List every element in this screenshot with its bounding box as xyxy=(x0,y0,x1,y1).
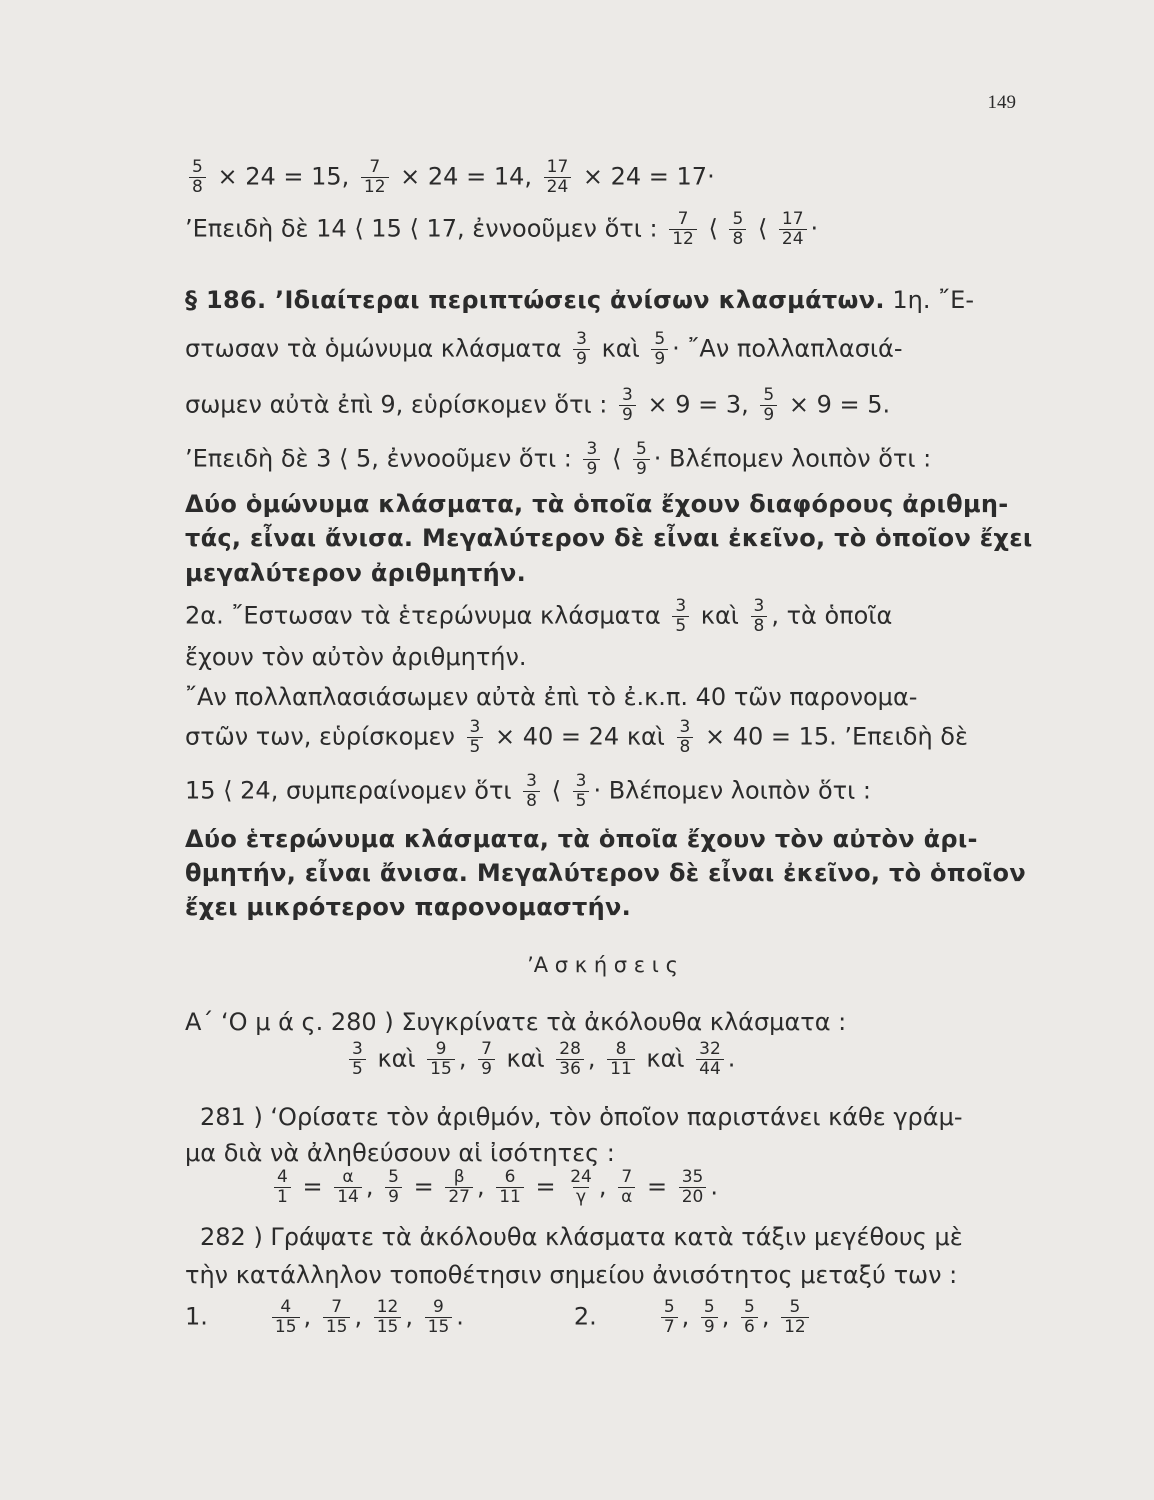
fraction: $\frac{3}{8}$ xyxy=(751,597,768,636)
text-line: ῎Αν πολλαπλασιάσωμεν αὐτὰ ἐπὶ τὸ ἐ.κ.π. 40 τῶν παρονομα- xyxy=(185,683,918,711)
exercise-282-sets: 1. $\frac{4}{15}$ , $\frac{7}{15}$ , $\frac{12}{15}$ , $\frac{9}{15}$ . 2. $\frac{5}{7}$ , $\frac{5}{9}$ , $\frac{5}{6}$ , $\frac{5}{12}$ xyxy=(185,1298,1020,1337)
fraction: $\frac{3}{5}$ xyxy=(349,1040,366,1079)
text-line: σωμεν αὐτὰ ἐπὶ 9, εὑρίσκομεν ὅτι : $\frac{3}{9}$ × 9 = 3, $\frac{5}{9}$ × 9 = 5. xyxy=(185,385,891,425)
fraction: $\frac{3}{8}$ xyxy=(677,718,694,757)
fraction: $\frac{4}{15}$ xyxy=(272,1298,300,1337)
fraction: $\frac{\alpha}{14}$ xyxy=(334,1168,362,1207)
fraction: $\frac{3}{5}$ xyxy=(467,718,484,757)
section-heading: § 186. ’Ιδιαίτεραι περιπτώσεις ἀνίσων κλασμάτων. 1η. ῎Ε- xyxy=(185,286,974,314)
text-line: ἔχουν τὸν αὐτὸν ἀριθμητήν. xyxy=(185,643,527,671)
fraction: $\frac{5}{7}$ xyxy=(661,1298,678,1337)
page-number: 149 xyxy=(987,92,1016,113)
fraction: $\frac{5}{9}$ xyxy=(651,330,668,369)
text-line: 15 ⟨ 24, συμπεραίνομεν ὅτι $\frac{3}{8}$ ⟨ $\frac{3}{5}$ · Βλέπομεν λοιπὸν ὅτι : xyxy=(185,771,871,811)
rule-text: τάς, εἶναι ἄνισα. Μεγαλύτερον δὲ εἶναι ἐκεῖνο, τὸ ὁποῖον ἔχει xyxy=(185,524,1033,552)
fraction: $\frac{24}{\gamma}$ xyxy=(570,1167,592,1207)
fraction: $\frac{9}{15}$ xyxy=(427,1040,455,1079)
exercise-280-fractions: $\frac{3}{5}$ καὶ $\frac{9}{15}$ , $\frac{7}{9}$ καὶ $\frac{28}{36}$ , $\frac{8}{11}$ καὶ $\frac{32}{44}$ . xyxy=(345,1040,845,1079)
text-line: 2α. ῎Εστωσαν τὰ ἑτερώνυμα κλάσματα $\frac{3}{5}$ καὶ $\frac{3}{8}$ , τὰ ὁποῖα xyxy=(185,596,893,636)
fraction: $\frac{5}{9}$ xyxy=(701,1298,718,1337)
rule-text: θμητήν, εἶναι ἄνισα. Μεγαλύτερον δὲ εἶναι ἐκεῖνο, τὸ ὁποῖον xyxy=(185,859,1026,887)
fraction: $\frac{3}{5}$ xyxy=(573,772,590,811)
fraction: $\frac{7}{12}$ xyxy=(361,158,389,197)
fraction: $\frac{6}{11}$ xyxy=(496,1168,524,1207)
fraction: $\frac{17}{24}$ xyxy=(544,158,572,197)
fraction: $\frac{7}{9}$ xyxy=(478,1040,495,1079)
fraction: $\frac{7}{12}$ xyxy=(669,210,697,249)
fraction: $\frac{17}{24}$ xyxy=(779,210,807,249)
fraction: $\frac{5}{8}$ xyxy=(189,158,206,197)
fraction: $\frac{12}{15}$ xyxy=(374,1298,402,1337)
text-line: στωσαν τὰ ὁμώνυμα κλάσματα $\frac{3}{9}$ καὶ $\frac{5}{9}$ · ῎Αν πολλαπλασιά- xyxy=(185,329,903,369)
text-line: μα διὰ νὰ ἀληθεύσουν αἱ ἰσότητες : xyxy=(185,1139,615,1167)
fraction: $\frac{3}{9}$ xyxy=(619,386,636,425)
fraction: $\frac{7}{15}$ xyxy=(323,1298,351,1337)
rule-text: μεγαλύτερον ἀριθμητήν. xyxy=(185,559,527,587)
exercise-281-equalities: $\frac{4}{1}$ = $\frac{\alpha}{14}$ , $\frac{5}{9}$ = $\frac{\beta}{27}$ , $\frac{6}{11}$ = $\frac{24}{\gamma}$ , $\frac{7}{\alpha}$ = $\frac{35}{20}$ . xyxy=(270,1168,870,1207)
rule-text: ἔχει μικρότερον παρονομαστήν. xyxy=(185,893,632,921)
text-line: τὴν κατάλληλον τοποθέτησιν σημείου ἀνισότητος μεταξύ των : xyxy=(185,1261,958,1289)
exercises-heading: ’Α σ κ ή σ ε ι ς xyxy=(527,953,678,977)
fraction: $\frac{5}{12}$ xyxy=(781,1298,809,1337)
fraction: $\frac{5}{8}$ xyxy=(729,210,746,249)
fraction: $\frac{3}{5}$ xyxy=(672,597,689,636)
text-line: ’Επειδὴ δὲ 3 ⟨ 5, ἐννοοῦμεν ὅτι : $\frac{3}{9}$ ⟨ $\frac{5}{9}$ · Βλέπομεν λοιπὸν ὅτι : xyxy=(185,439,932,479)
fraction: $\frac{3}{8}$ xyxy=(523,772,540,811)
fraction: $\frac{5}{6}$ xyxy=(741,1298,758,1337)
fraction: $\frac{\beta}{27}$ xyxy=(445,1168,473,1207)
fraction: $\frac{5}{9}$ xyxy=(385,1168,402,1207)
fraction: $\frac{3}{9}$ xyxy=(573,330,590,369)
fraction: $\frac{8}{11}$ xyxy=(607,1040,635,1079)
fraction: $\frac{35}{20}$ xyxy=(679,1168,707,1207)
fraction: $\frac{9}{15}$ xyxy=(425,1298,453,1337)
rule-text: Δύο ἑτερώνυμα κλάσματα, τὰ ὁποῖα ἔχουν τὸν αὐτὸν ἀρι- xyxy=(185,825,978,853)
rule-text: Δύο ὁμώνυμα κλάσματα, τὰ ὁποῖα ἔχουν διαφόρους ἀριθμη- xyxy=(185,490,1009,518)
exercise-281: 281 ) ‘Ορίσατε τὸν ἀριθμόν, τὸν ὁποῖον παριστάνει κάθε γράμ- xyxy=(200,1103,963,1131)
fraction: $\frac{3}{9}$ xyxy=(583,440,600,479)
fraction: $\frac{7}{\alpha}$ xyxy=(618,1168,635,1207)
exercise-280: Α΄ ‘Ο μ ά ς. 280 ) Συγκρίνατε τὰ ἀκόλουθα κλάσματα : xyxy=(185,1008,847,1036)
fraction: $\frac{28}{36}$ xyxy=(556,1040,584,1079)
text-line: στῶν των, εὑρίσκομεν $\frac{3}{5}$ × 40 = 24 καὶ $\frac{3}{8}$ × 40 = 15. ’Επειδὴ δὲ xyxy=(185,717,968,757)
fraction: $\frac{5}{9}$ xyxy=(633,440,650,479)
exercise-282: 282 ) Γράψατε τὰ ἀκόλουθα κλάσματα κατὰ τάξιν μεγέθους μὲ xyxy=(200,1223,963,1251)
fraction: $\frac{32}{44}$ xyxy=(696,1040,724,1079)
example-products: $\frac{5}{8}$ × 24 = 15, $\frac{7}{12}$ × 24 = 14, $\frac{17}{24}$ × 24 = 17· xyxy=(185,158,1020,197)
fraction: $\frac{5}{9}$ xyxy=(760,386,777,425)
fraction: $\frac{4}{1}$ xyxy=(274,1168,291,1207)
comparison-line: ’Επειδὴ δὲ 14 ⟨ 15 ⟨ 17, ἐννοοῦμεν ὅτι : $\frac{7}{12}$ ⟨ $\frac{5}{8}$ ⟨ $\frac{17}{24}$ · xyxy=(185,209,819,249)
